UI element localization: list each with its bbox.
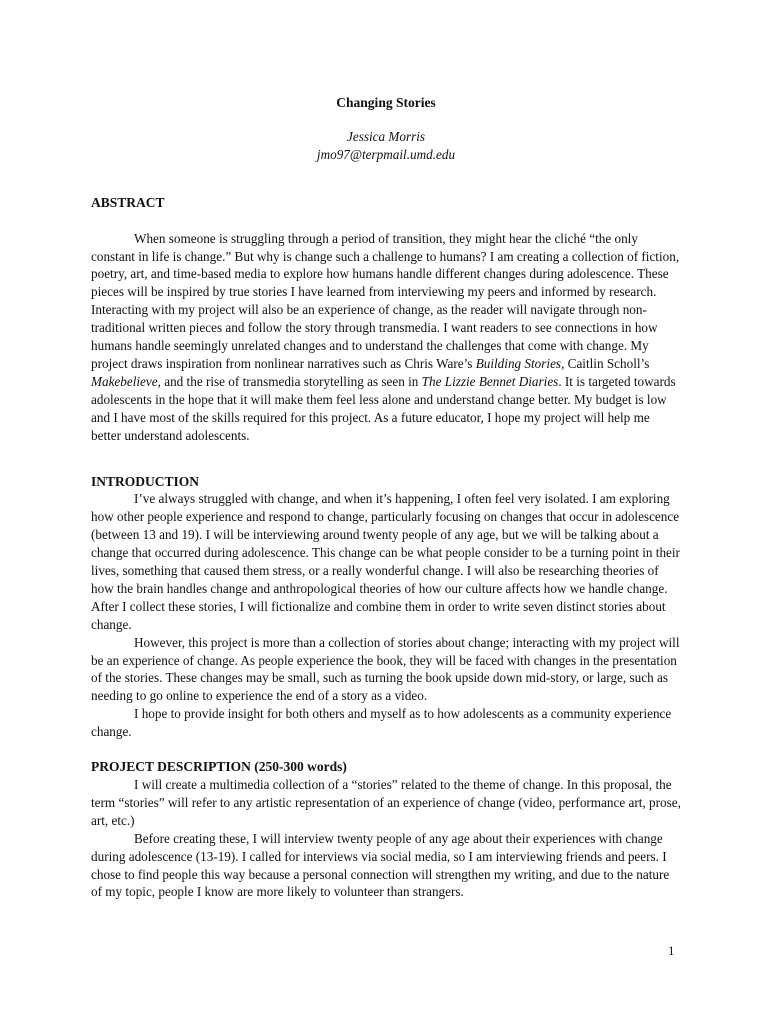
abstract-italic-building-stories: Building Stories — [475, 355, 562, 371]
abstract-italic-lizzie-bennet: The Lizzie Bennet Diaries — [421, 373, 559, 389]
author-name: Jessica Morris — [346, 128, 426, 144]
abstract-text-part3: , and the rise of transmedia storytelling as seen in — [157, 373, 422, 389]
introduction-paragraph-2: However, this project is more than a collection of stories about change; interacting with my project will be an experience of change. As people experience the book, they will be faced with changes in the presentation of the stories. These changes may be small, such as turning the book upside down mid-story, or large, such as needing to go online to experience the end of a story as a video. — [91, 634, 680, 704]
abstract-text-part2: , Caitlin Scholl’s — [561, 355, 650, 371]
introduction-heading: INTRODUCTION — [91, 473, 200, 489]
project-description-paragraph-1: I will create a multimedia collection of a “stories” related to the theme of change. In this proposal, the term “stories” will refer to any artistic representation of an experience of change (video, performance art, prose, art, etc.) — [91, 777, 681, 828]
abstract-text-part4: . It is targeted towards adolescents in the hope that it will make them feel less alone and understand change better. My budget is low and I have most of the skills required for this project. As a future educator, I hope my project will help me better understand adolescents. — [91, 373, 676, 443]
abstract-paragraph — [91, 230, 681, 445]
page-content — [91, 94, 681, 901]
project-description-paragraph-2: Before creating these, I will interview twenty people of any age about their experiences with change during adolescence (13-19). I called for interviews via social media, so I am interviewing friends and peers. I chose to find people this way because a personal connection will strengthen my writing, and due to the nature of my topic, people I know are more likely to volunteer than strangers. — [91, 830, 670, 900]
abstract-italic-makebelieve: Makebelieve — [91, 373, 158, 389]
abstract-heading: ABSTRACT — [91, 194, 165, 210]
author-email: jmo97@terpmail.umd.edu — [316, 146, 456, 162]
introduction-paragraph-3: I hope to provide insight for both others and myself as to how adolescents as a community experience change. — [91, 706, 672, 740]
introduction-paragraph-1: I’ve always struggled with change, and when it’s happening, I often feel very isolated. I am exploring how other people experience and respond to change, particularly focusing on changes that occur in adolescence (between 13 and 19). I will be interviewing around twenty people of any age, but we will be talking about a change that occurred during adolescence. This change can be what people consider to be a turning point in their lives, something that caused them stress, or a really wonderful change. I will also be researching theories of how the brain handles change and anthropological theories of how our culture affects how we handle change. After I collect these stories, I will fictionalize and combine them in order to write seven distinct stories about change. — [91, 491, 680, 632]
abstract-text-part1: When someone is struggling through a period of transition, they might hear the cliché “the only constant in life is change.” But why is change such a challenge to humans? I am creating a collection of fiction, poetry, art, and time-based media to explore how humans handle different changes during adolescence. These pieces will be inspired by true stories I have learned from interviewing my peers and informed by research. Interacting with my project will also be an experience of change, as the reader will navigate through non-traditional written pieces and follow the story through transmedia. I want readers to see connections in how humans handle seemingly unrelated changes and to understand the challenges that come with change. My project draws inspiration from nonlinear narratives such as Chris Ware’s — [91, 230, 680, 371]
project-description-heading: PROJECT DESCRIPTION (250-300 words) — [91, 759, 347, 775]
page-number: 1 — [668, 943, 675, 958]
document-title: Changing Stories — [336, 95, 436, 110]
